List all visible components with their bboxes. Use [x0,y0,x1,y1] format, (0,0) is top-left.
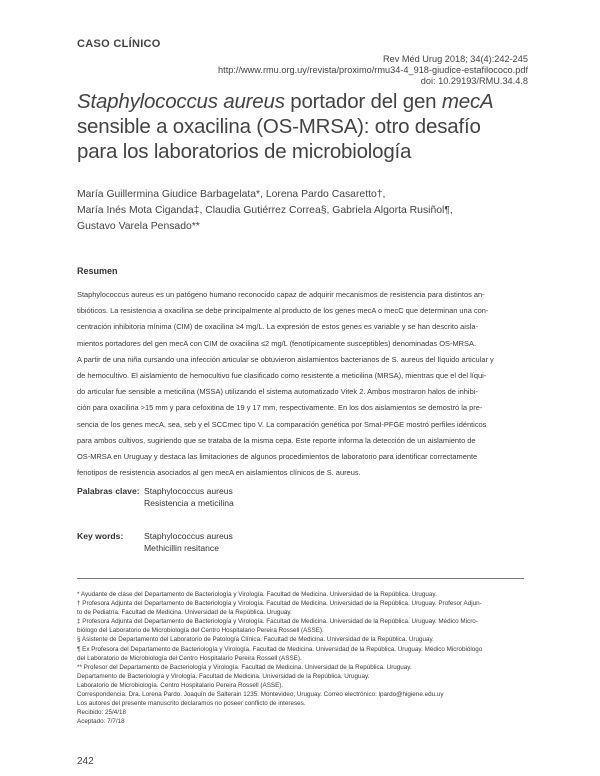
abstract-line: do articular fue sensible a meticilina (MSSA) utilizando el sistema automatizado Vitek 2. Ambos mostraron halos de inhibi- [77,387,478,397]
abstract-line: centración inhibitoria mínima (CIM) de oxacilina ≥4 mg/L. La expresión de estos genes es variable y se han descrito aisla- [77,322,478,332]
footnote: ** Profesor del Departamento de Bacteriología y Virología. Facultad de Medicina. Universidad de la República. Uruguay. [77,663,412,671]
abstract-line: fenotipos de resistencia asociados al gen mecA en aislamientos clínicos de S. aureus. [77,468,361,478]
doi[interactable]: doi: 10.29193/RMU.34.4.8 [420,76,528,86]
footnote: Laboratorio de Microbiología. Centro Hospitalario Pereira Rossell (ASSE). [77,681,284,689]
author-line: María Guillermina Giudice Barbagelata*, Lorena Pardo Casaretto†, [77,189,386,200]
keywords-en-label: Key words: [77,531,124,541]
article-title [77,89,532,164]
footnote: † Profesora Adjunta del Departamento de Bacteriología y Virología. Facultad de Medicina. Universidad de la República. Uruguay. Profesor Adjun- [77,600,482,608]
keywords-en-values [144,530,233,554]
title-species: Staphylococcus aureus [77,90,285,113]
page-number: 242 [77,756,94,767]
section-label: CASO CLÍNICO [77,38,161,50]
abstract-line: tibióticos. La resistencia a oxacilina se debe principalmente al producto de los genes mecA o mecC que determinan una con- [77,306,489,316]
title-line-2: sensible a oxacilina (OS-MRSA): otro desafío [77,115,481,138]
abstract-heading: Resumen [77,266,118,276]
footnote: to de Pediatría. Facultad de Medicina. Universidad de la República. Uruguay. [77,609,292,617]
footnotes [77,590,527,726]
footnote: biólogo del Laboratorio de Microbiología del Centro Hospitalario Pereira Rossell (ASSE). [77,627,324,635]
footnote: Recibido: 25/4/18 [77,709,127,717]
footnote: Los autores del presente manuscrito declaramos no poseer conflicto de intereses. [77,700,306,708]
author-line: María Inés Mota Ciganda‡, Claudia Gutiérrez Correa§, Gabriela Algorta Rusiñol¶, [77,205,453,216]
authors [77,187,517,235]
footnote: Departamento de Bacteriología y Virología. Facultad de Medicina. Universidad de la República. Uruguay. [77,672,370,680]
keyword: Staphylococcus aureus [144,486,233,496]
keyword: Resistencia a meticilina [144,498,234,508]
citation: Rev Méd Urug 2018; 34(4):242-245 [382,54,528,64]
footnote: § Asistente de Departamento del Laboratorio de Patología Clínica. Facultad de Medicina. Universidad de la República. Uruguay. [77,636,434,644]
keywords-es-label: Palabras clave: [77,486,140,496]
abstract-line: mientos portadores del gen mecA con CIM de oxacilina ≤2 mg/L (fenotípicamente susceptibles) denominadas OS-MRSA. [77,338,477,348]
title-line-3: para los laboratorios de microbiología [77,140,412,163]
abstract-line: A partir de una niña cursando una infección articular se obtuvieron aislamientos bacterianos de S. aureus del líquido articular y [77,354,494,364]
footnote-divider [77,578,524,579]
journal-info [198,54,528,87]
footnote: ‡ Profesora Adjunta del Departamento de Bacteriología y Virología. Facultad de Medicina. Universidad de la República. Uruguay. Médico Micro- [77,618,478,626]
keyword: Methicillin resitance [144,543,219,553]
title-text: portador del gen [284,90,442,113]
footnote: Correspondencia: Dra. Lorena Pardo. Joaquín de Salterain 1235. Montevideo, Uruguay. Correo electrónico: lpardo@higiene.edu.uy [77,691,444,699]
abstract-line: de hemocultivo. El aislamiento de hemocultivo fue clasificado como resistente a meticilina (MRSA), mientras que el del líqui- [77,371,487,381]
abstract-line: ción para oxacilina >15 mm y para cefoxitina de 19 y 17 mm, respectivamente. En los dos aislamientos se demostró la pre- [77,403,483,413]
keyword: Staphylococcus aureus [144,531,233,541]
footnote: ¶ Ex Profesora del Departamento de Bacteriología y Virología. Facultad de Medicina. Universidad de la República. Uruguay. Médico Microbiólogo [77,645,483,653]
abstract-body [77,287,524,481]
author-line: Gustavo Varela Pensado** [77,221,200,232]
footnote: Aceptado: 7/7/18 [77,718,125,726]
abstract-line: sencia de los genes mecA, sea, seb y el SCCmec tipo V. La comparación genética por SmaI-PFGE mostró perfiles idénticos [77,419,487,429]
title-gene: mecA [441,90,494,113]
abstract-line: Staphylococcus aureus es un patógeno humano reconocido capaz de adquirir mecanismos de resistencia para distintos an- [77,290,485,299]
keywords-es-values [144,485,234,509]
abstract-line: OS-MRSA en Uruguay y destaca las limitaciones de algunos procedimientos de laboratorio para identificar correctamente [77,452,478,462]
footnote: * Ayudante de clase del Departamento de Bacteriología y Virología. Facultad de Medicina. Universidad de la República. Uruguay. [77,591,437,598]
abstract-line: para ambos cultivos, sugiriendo que se trataba de la misma cepa. Este reporte informa la detección de un aislamiento de [77,435,476,445]
article-url[interactable]: http://www.rmu.org.uy/revista/proximo/rmu34-4_918-giudice-estafilococo.pdf [218,65,528,75]
footnote: del Laboratorio de Microbiología del Centro Hospitalario Pereira Rossell (ASSE). [77,654,302,662]
